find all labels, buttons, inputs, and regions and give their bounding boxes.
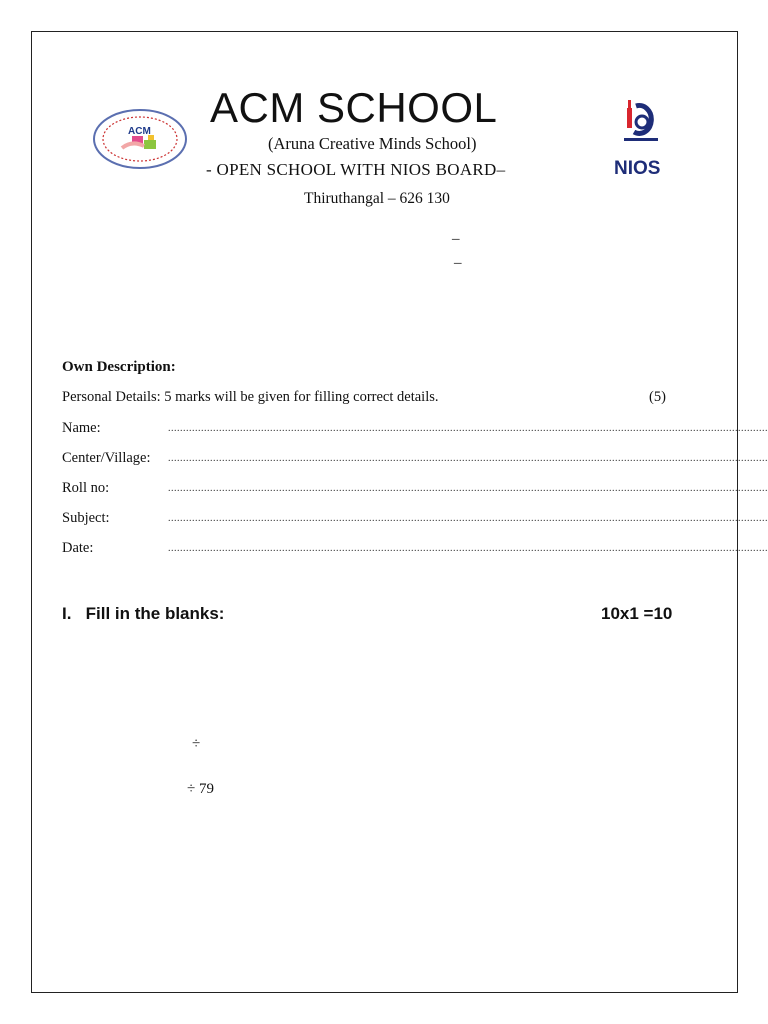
dash-mark: _ [454,250,462,266]
name-label: Name: [62,420,101,436]
subject-field[interactable]: ........................................................................................................................................................................................................ [168,513,768,524]
school-subtitle: (Aruna Creative Minds School) [268,134,477,153]
subject-label: Subject: [62,510,110,526]
roll-no-label: Roll no: [62,480,110,496]
center-village-label: Center/Village: [62,450,151,466]
own-description-heading: Own Description: [62,359,176,375]
personal-details-note: Personal Details: 5 marks will be given for filling correct details. [62,389,439,405]
roll-no-field[interactable]: ........................................................................................................................................................................................................ [168,483,768,494]
acm-logo-text: ACM [128,126,151,137]
division-expression: ÷ [192,736,201,752]
center-village-field[interactable]: ........................................................................................................................................................................................................ [168,453,768,464]
division-expression: ÷ 79 [187,781,214,797]
nios-logo [610,98,678,180]
name-field[interactable]: ........................................................................................................................................................................................................ [168,423,768,434]
school-title: ACM SCHOOL [210,84,498,131]
fill-in-blanks-marks: 10x1 =10 [601,604,673,623]
nios-logo-text: NIOS [614,158,661,179]
acm-school-logo [92,108,188,170]
fill-in-blanks-heading: I. Fill in the blanks: [62,604,225,623]
date-field[interactable]: ........................................................................................................................................................................................................ [168,543,768,554]
personal-details-marks: (5) [649,389,666,405]
school-address: Thiruthangal – 626 130 [304,190,450,207]
board-line: - OPEN SCHOOL WITH NIOS BOARD– [206,160,506,179]
dash-mark: _ [452,226,460,242]
date-label: Date: [62,540,94,556]
